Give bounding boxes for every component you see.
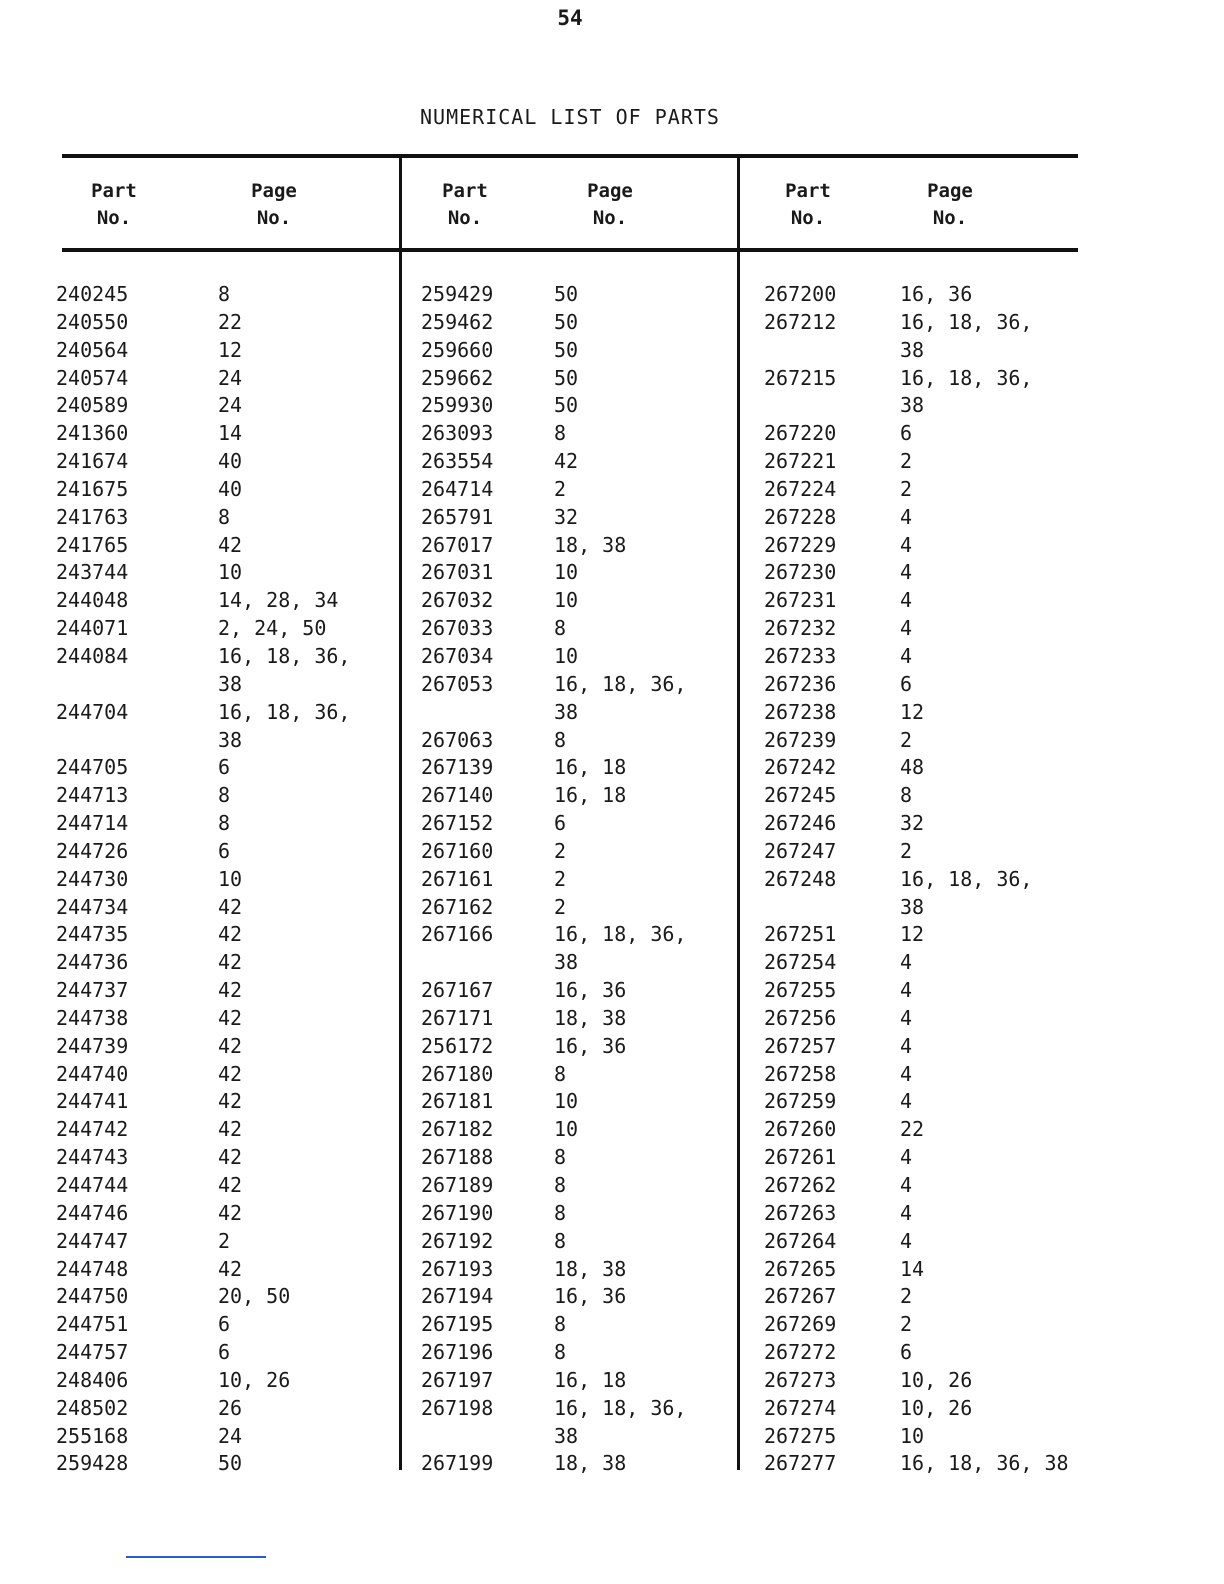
header-page-line2: No. xyxy=(932,207,968,229)
part-number: 267221 xyxy=(764,449,837,474)
page-numbers: 16, 36 xyxy=(554,1033,627,1058)
part-number: 267245 xyxy=(764,783,837,808)
table-header-rule xyxy=(62,248,1078,252)
page-number: 54 xyxy=(557,6,583,30)
header-part-no xyxy=(78,178,150,232)
column-divider xyxy=(399,156,402,252)
part-number: 267139 xyxy=(421,755,494,780)
part-number: 243744 xyxy=(56,560,129,585)
header-part-line2: No. xyxy=(790,207,826,229)
part-number: 241763 xyxy=(56,504,129,529)
part-number: 267258 xyxy=(764,1061,837,1086)
part-number: 267267 xyxy=(764,1284,837,1309)
part-number: 244735 xyxy=(56,922,129,947)
page-numbers: 10 xyxy=(218,560,243,585)
part-number: 244714 xyxy=(56,811,129,836)
column-divider xyxy=(737,156,740,252)
header-part-line1: Part xyxy=(442,180,488,202)
header-part-no xyxy=(772,178,844,232)
page-numbers: 42 xyxy=(554,449,579,474)
page-numbers: 4 xyxy=(900,1173,913,1197)
part-number: 267193 xyxy=(421,1256,494,1281)
page-numbers: 4 xyxy=(900,1228,913,1253)
page-numbers: 8 xyxy=(218,282,231,306)
page-numbers: 16, 18, 36, xyxy=(900,365,1033,390)
page-numbers: 12 xyxy=(900,922,925,947)
part-number: 267264 xyxy=(764,1228,837,1253)
page-numbers: 2 xyxy=(900,476,913,501)
part-number: 267260 xyxy=(764,1117,837,1142)
header-part-line2: No. xyxy=(447,207,483,229)
part-number: 244740 xyxy=(56,1061,129,1086)
page-numbers: 6 xyxy=(554,811,567,836)
page-numbers: 10 xyxy=(554,588,579,613)
page-numbers: 10, 26 xyxy=(900,1395,973,1420)
page-numbers: 14 xyxy=(218,421,243,446)
part-number: 267197 xyxy=(421,1367,494,1392)
page-numbers: 4 xyxy=(900,588,913,613)
page-numbers: 12 xyxy=(218,337,243,362)
part-number: 267273 xyxy=(764,1367,837,1392)
part-number: 267194 xyxy=(421,1284,494,1309)
header-part-no xyxy=(429,178,501,232)
page-numbers: 4 xyxy=(900,1061,913,1086)
page-numbers: 38 xyxy=(900,393,925,418)
page-numbers: 8 xyxy=(554,1340,567,1365)
column-divider xyxy=(399,252,402,1470)
part-number: 244743 xyxy=(56,1145,129,1170)
page-numbers: 42 xyxy=(218,1145,243,1170)
part-number: 244737 xyxy=(56,978,129,1003)
part-number: 267238 xyxy=(764,699,837,724)
page-numbers: 6 xyxy=(218,1312,231,1337)
part-number: 259662 xyxy=(421,365,494,390)
page-numbers: 42 xyxy=(218,978,243,1003)
header-part-line1: Part xyxy=(91,180,137,202)
part-number: 244750 xyxy=(56,1284,129,1309)
page-numbers: 8 xyxy=(554,1145,567,1170)
page-numbers: 42 xyxy=(218,1033,243,1058)
part-number: 267232 xyxy=(764,616,837,641)
page-numbers: 18, 38 xyxy=(554,1451,627,1476)
page-numbers: 8 xyxy=(554,1312,567,1337)
page-numbers: 8 xyxy=(554,616,567,641)
part-number: 240245 xyxy=(56,282,129,306)
part-number: 244741 xyxy=(56,1089,129,1114)
page-numbers: 2 xyxy=(218,1228,231,1253)
part-number: 256172 xyxy=(421,1033,494,1058)
part-number: 241674 xyxy=(56,449,129,474)
page-numbers: 22 xyxy=(900,1117,925,1142)
page-numbers: 42 xyxy=(218,1200,243,1225)
page-numbers: 16, 18 xyxy=(554,755,627,780)
part-number: 267263 xyxy=(764,1200,837,1225)
part-number: 267017 xyxy=(421,532,494,557)
page-numbers: 24 xyxy=(218,1423,243,1448)
page-numbers: 42 xyxy=(218,894,243,919)
page-numbers: 8 xyxy=(218,783,231,808)
page-numbers: 42 xyxy=(218,950,243,975)
part-number: 267228 xyxy=(764,504,837,529)
part-number: 267166 xyxy=(421,922,494,947)
header-page-line2: No. xyxy=(256,207,292,229)
part-number: 267063 xyxy=(421,727,494,752)
header-page-line1: Page xyxy=(587,180,633,202)
part-number: 267239 xyxy=(764,727,837,752)
page-numbers: 16, 18, 36, xyxy=(900,866,1033,891)
page-numbers: 32 xyxy=(554,504,579,529)
part-number: 248502 xyxy=(56,1395,129,1420)
page-numbers: 2 xyxy=(900,727,913,752)
header-page-no xyxy=(914,178,986,232)
part-number: 267259 xyxy=(764,1089,837,1114)
part-number: 244713 xyxy=(56,783,129,808)
page-numbers: 2 xyxy=(554,476,567,501)
page-numbers: 42 xyxy=(218,1089,243,1114)
header-part-line2: No. xyxy=(96,207,132,229)
part-number: 244705 xyxy=(56,755,129,780)
page-numbers: 16, 36 xyxy=(900,282,973,306)
part-number: 264714 xyxy=(421,476,494,501)
page-numbers: 2 xyxy=(554,838,567,863)
part-number: 263093 xyxy=(421,421,494,446)
page-numbers: 2 xyxy=(554,894,567,919)
page-numbers: 50 xyxy=(218,1451,243,1476)
page-numbers: 16, 18, 36, xyxy=(554,922,687,947)
part-number: 267195 xyxy=(421,1312,494,1337)
page-numbers: 4 xyxy=(900,1200,913,1225)
page-numbers: 38 xyxy=(218,727,243,752)
page-numbers: 38 xyxy=(554,699,579,724)
part-number: 267233 xyxy=(764,643,837,668)
part-number: 267215 xyxy=(764,365,837,390)
page-numbers: 38 xyxy=(900,894,925,919)
part-number: 259429 xyxy=(421,282,494,306)
part-number: 244071 xyxy=(56,616,129,641)
part-number: 267034 xyxy=(421,643,494,668)
part-number: 244048 xyxy=(56,588,129,613)
page-numbers: 42 xyxy=(218,1005,243,1030)
page-numbers: 26 xyxy=(218,1395,243,1420)
part-number: 240589 xyxy=(56,393,129,418)
page-numbers: 4 xyxy=(900,1005,913,1030)
page-numbers: 24 xyxy=(218,393,243,418)
page-numbers: 6 xyxy=(218,1340,231,1365)
page-numbers: 16, 18, 36, xyxy=(218,699,351,724)
page-numbers: 16, 18 xyxy=(554,783,627,808)
page-numbers: 10, 26 xyxy=(218,1367,291,1392)
part-number: 267196 xyxy=(421,1340,494,1365)
part-number: 267242 xyxy=(764,755,837,780)
part-number: 267200 xyxy=(764,282,837,306)
part-number: 244748 xyxy=(56,1256,129,1281)
header-page-line2: No. xyxy=(592,207,628,229)
part-number: 267192 xyxy=(421,1228,494,1253)
part-number: 265791 xyxy=(421,504,494,529)
part-number: 267162 xyxy=(421,894,494,919)
part-number: 244736 xyxy=(56,950,129,975)
table-top-rule xyxy=(62,154,1078,158)
header-part-line1: Part xyxy=(785,180,831,202)
part-number: 267275 xyxy=(764,1423,837,1448)
page-numbers: 2 xyxy=(900,1312,913,1337)
part-number: 259930 xyxy=(421,393,494,418)
part-number: 267171 xyxy=(421,1005,494,1030)
page-numbers: 38 xyxy=(554,1423,579,1448)
page-numbers: 16, 36 xyxy=(554,978,627,1003)
page-numbers: 24 xyxy=(218,365,243,390)
part-number: 267181 xyxy=(421,1089,494,1114)
page-numbers: 8 xyxy=(554,727,567,752)
part-number: 244757 xyxy=(56,1340,129,1365)
page-numbers: 2 xyxy=(900,449,913,474)
page-numbers: 18, 38 xyxy=(554,532,627,557)
part-number: 267199 xyxy=(421,1451,494,1476)
part-number: 267261 xyxy=(764,1145,837,1170)
page-numbers: 16, 18 xyxy=(554,1367,627,1392)
page-numbers: 42 xyxy=(218,922,243,947)
page-numbers: 38 xyxy=(554,950,579,975)
page-numbers: 4 xyxy=(900,1033,913,1058)
page-numbers: 50 xyxy=(554,365,579,390)
part-number: 267031 xyxy=(421,560,494,585)
page-numbers: 50 xyxy=(554,393,579,418)
page-numbers: 50 xyxy=(554,309,579,334)
part-number: 267212 xyxy=(764,309,837,334)
part-number: 267053 xyxy=(421,671,494,696)
page-numbers: 2 xyxy=(554,866,567,891)
part-number: 267032 xyxy=(421,588,494,613)
part-number: 244730 xyxy=(56,866,129,891)
part-number: 244747 xyxy=(56,1228,129,1253)
page-numbers: 12 xyxy=(900,699,925,724)
page-numbers: 20, 50 xyxy=(218,1284,291,1309)
part-number: 241360 xyxy=(56,421,129,446)
part-number: 267140 xyxy=(421,783,494,808)
page-numbers: 38 xyxy=(218,671,243,696)
page-title: NUMERICAL LIST OF PARTS xyxy=(420,105,720,129)
page-numbers: 50 xyxy=(554,282,579,306)
page-numbers: 10 xyxy=(554,560,579,585)
part-number: 267229 xyxy=(764,532,837,557)
header-page-no xyxy=(238,178,310,232)
part-number: 267246 xyxy=(764,811,837,836)
page-numbers: 16, 18, 36, 38 xyxy=(900,1451,1069,1476)
part-number: 259428 xyxy=(56,1451,129,1476)
part-number: 267224 xyxy=(764,476,837,501)
part-number: 267269 xyxy=(764,1312,837,1337)
page-numbers: 50 xyxy=(554,337,579,362)
page-numbers: 10 xyxy=(554,1117,579,1142)
part-number: 267251 xyxy=(764,922,837,947)
page-numbers: 22 xyxy=(218,309,243,334)
page-numbers: 8 xyxy=(218,811,231,836)
part-number: 267152 xyxy=(421,811,494,836)
part-number: 267265 xyxy=(764,1256,837,1281)
page-numbers: 4 xyxy=(900,504,913,529)
page-numbers: 4 xyxy=(900,1145,913,1170)
page-numbers: 8 xyxy=(554,1228,567,1253)
page-numbers: 4 xyxy=(900,532,913,557)
page-numbers: 32 xyxy=(900,811,925,836)
page-numbers: 42 xyxy=(218,1256,243,1281)
part-number: 267274 xyxy=(764,1395,837,1420)
header-page-line1: Page xyxy=(927,180,973,202)
page-numbers: 4 xyxy=(900,560,913,585)
page-numbers: 2, 24, 50 xyxy=(218,616,327,641)
page-numbers: 18, 38 xyxy=(554,1005,627,1030)
part-number: 244738 xyxy=(56,1005,129,1030)
page-numbers: 10 xyxy=(218,866,243,891)
part-number: 267277 xyxy=(764,1451,837,1476)
part-number: 267182 xyxy=(421,1117,494,1142)
page-numbers: 4 xyxy=(900,1089,913,1114)
page-numbers: 16, 18, 36, xyxy=(900,309,1033,334)
part-number: 259660 xyxy=(421,337,494,362)
page-numbers: 16, 18, 36, xyxy=(554,1395,687,1420)
part-number: 267247 xyxy=(764,838,837,863)
part-number: 267161 xyxy=(421,866,494,891)
page-numbers: 16, 18, 36, xyxy=(554,671,687,696)
page-numbers: 42 xyxy=(218,1061,243,1086)
page-numbers: 38 xyxy=(900,337,925,362)
part-number: 240550 xyxy=(56,309,129,334)
part-number: 244742 xyxy=(56,1117,129,1142)
page-numbers: 8 xyxy=(554,1061,567,1086)
part-number: 267160 xyxy=(421,838,494,863)
page-numbers: 6 xyxy=(900,671,913,696)
page-numbers: 4 xyxy=(900,950,913,975)
part-number: 267188 xyxy=(421,1145,494,1170)
part-number: 267255 xyxy=(764,978,837,1003)
part-number: 244744 xyxy=(56,1173,129,1197)
page-numbers: 40 xyxy=(218,449,243,474)
page-numbers: 16, 36 xyxy=(554,1284,627,1309)
part-number: 267033 xyxy=(421,616,494,641)
page-numbers: 6 xyxy=(900,1340,913,1365)
part-number: 267256 xyxy=(764,1005,837,1030)
part-number: 267262 xyxy=(764,1173,837,1197)
page-numbers: 2 xyxy=(900,838,913,863)
page-numbers: 2 xyxy=(900,1284,913,1309)
page-numbers: 48 xyxy=(900,755,925,780)
part-number: 267254 xyxy=(764,950,837,975)
part-number: 263554 xyxy=(421,449,494,474)
header-page-no xyxy=(574,178,646,232)
page-numbers: 6 xyxy=(218,838,231,863)
page-numbers: 8 xyxy=(554,421,567,446)
page-numbers: 42 xyxy=(218,1117,243,1142)
page-numbers: 14 xyxy=(900,1256,925,1281)
page-numbers: 40 xyxy=(218,476,243,501)
part-number: 267198 xyxy=(421,1395,494,1420)
page-numbers: 14, 28, 34 xyxy=(218,588,339,613)
part-number: 267220 xyxy=(764,421,837,446)
part-number: 244084 xyxy=(56,643,129,668)
page-numbers: 4 xyxy=(900,616,913,641)
header-page-line1: Page xyxy=(251,180,297,202)
page-numbers: 10, 26 xyxy=(900,1367,973,1392)
part-number: 244746 xyxy=(56,1200,129,1225)
part-number: 267230 xyxy=(764,560,837,585)
part-number: 267180 xyxy=(421,1061,494,1086)
page-numbers: 4 xyxy=(900,643,913,668)
page-numbers: 42 xyxy=(218,1173,243,1197)
page-numbers: 42 xyxy=(218,532,243,557)
part-number: 241765 xyxy=(56,532,129,557)
part-number: 240564 xyxy=(56,337,129,362)
part-number: 267236 xyxy=(764,671,837,696)
page-numbers: 8 xyxy=(900,783,913,808)
page-numbers: 4 xyxy=(900,978,913,1003)
part-number: 267167 xyxy=(421,978,494,1003)
page-numbers: 16, 18, 36, xyxy=(218,643,351,668)
column-divider xyxy=(737,252,740,1470)
part-number: 267190 xyxy=(421,1200,494,1225)
page-numbers: 10 xyxy=(554,643,579,668)
footer-line xyxy=(126,1556,266,1558)
part-number: 244726 xyxy=(56,838,129,863)
part-number: 248406 xyxy=(56,1367,129,1392)
page-numbers: 18, 38 xyxy=(554,1256,627,1281)
page-numbers: 10 xyxy=(900,1423,925,1448)
page-numbers: 8 xyxy=(554,1200,567,1225)
part-number: 267231 xyxy=(764,588,837,613)
page-numbers: 10 xyxy=(554,1089,579,1114)
page-numbers: 6 xyxy=(218,755,231,780)
part-number: 255168 xyxy=(56,1423,129,1448)
part-number: 240574 xyxy=(56,365,129,390)
part-number: 244734 xyxy=(56,894,129,919)
part-number: 244751 xyxy=(56,1312,129,1337)
page-numbers: 6 xyxy=(900,421,913,446)
page-numbers: 8 xyxy=(554,1173,567,1197)
part-number: 244739 xyxy=(56,1033,129,1058)
page-numbers: 8 xyxy=(218,504,231,529)
part-number: 267248 xyxy=(764,866,837,891)
part-number: 267189 xyxy=(421,1173,494,1197)
part-number: 244704 xyxy=(56,699,129,724)
part-number: 241675 xyxy=(56,476,129,501)
part-number: 259462 xyxy=(421,309,494,334)
part-number: 267272 xyxy=(764,1340,837,1365)
part-number: 267257 xyxy=(764,1033,837,1058)
